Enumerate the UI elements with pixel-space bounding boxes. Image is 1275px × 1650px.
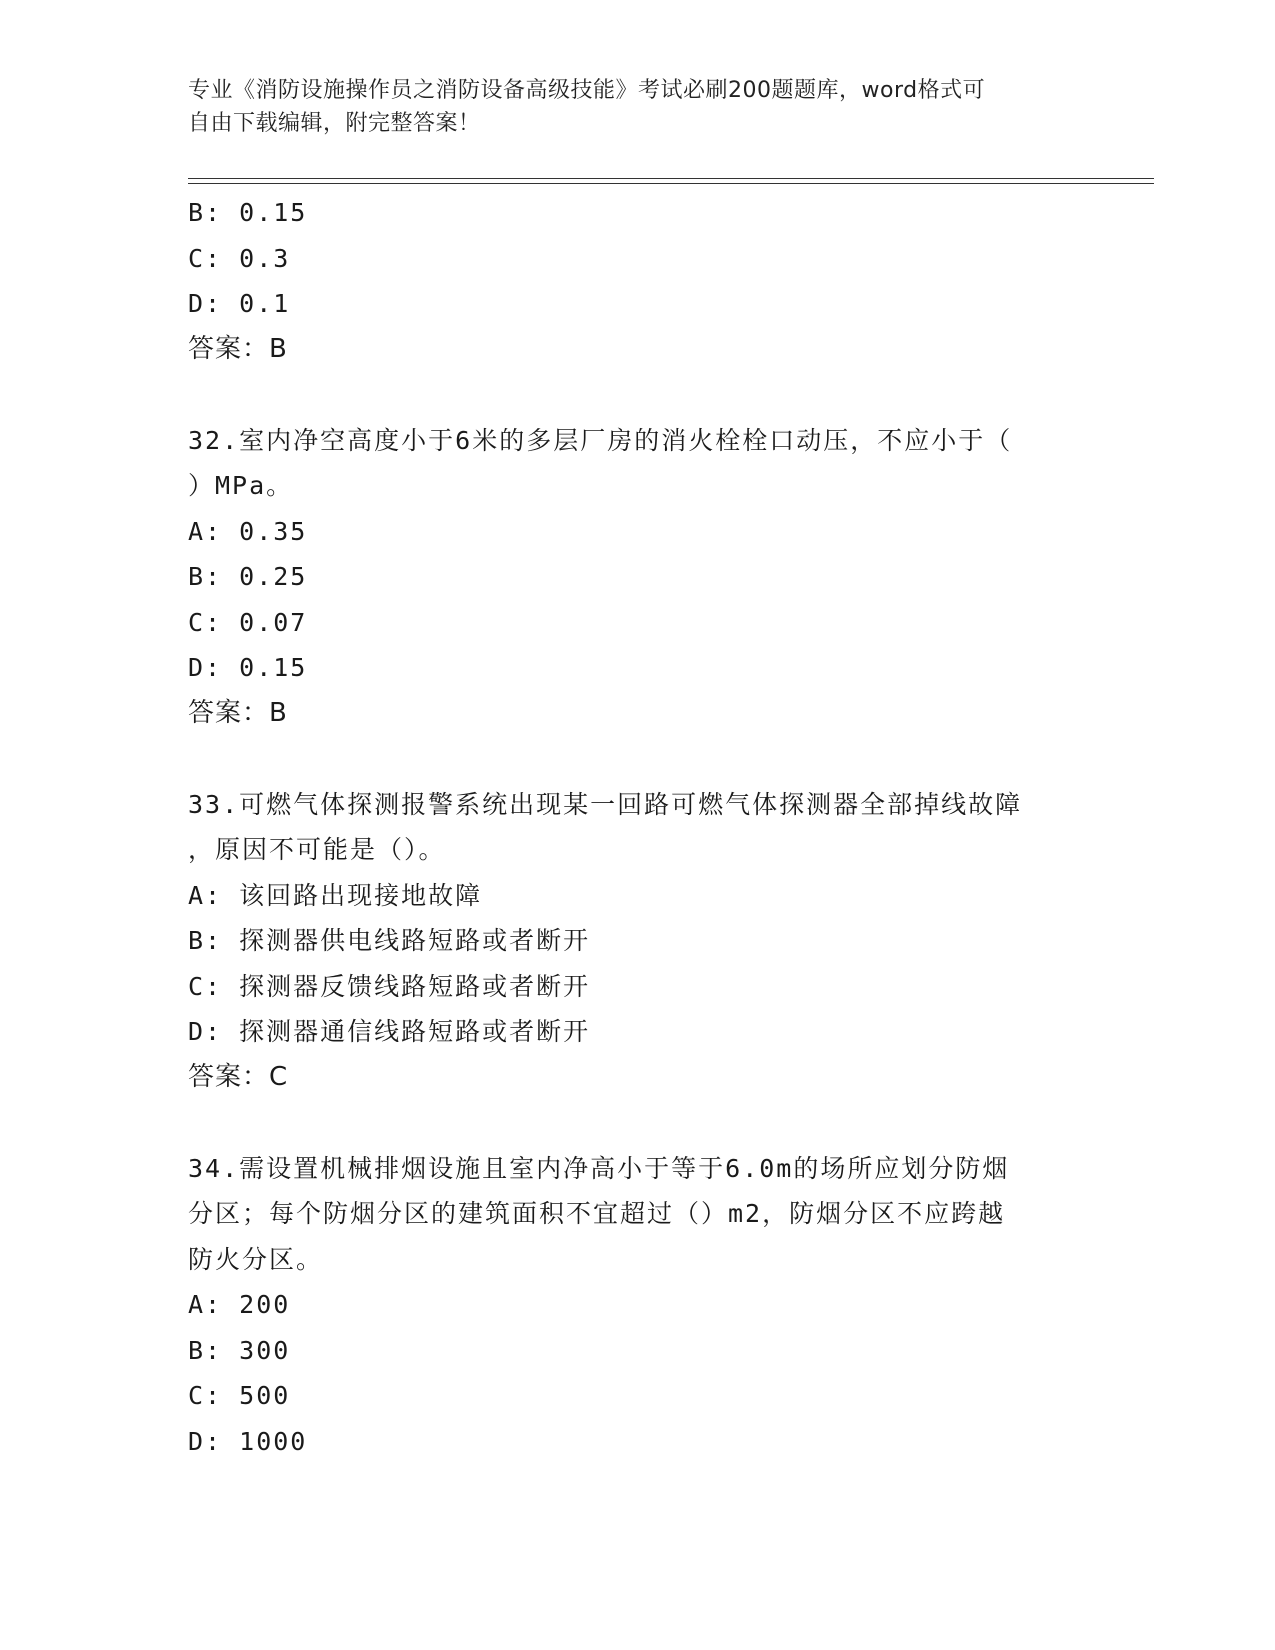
answer: 答案：B [188, 697, 288, 728]
question-stem-cont: 分区；每个防烟分区的建筑面积不宜超过（）m2，防烟分区不应跨越 [188, 1199, 1006, 1228]
option-c: C: 探测器反馈线路短路或者断开 [188, 971, 591, 1001]
question-stem: 33.可燃气体探测报警系统出现某一回路可燃气体探测器全部掉线故障 [188, 789, 1023, 819]
spacer [188, 736, 1088, 782]
header-divider-bottom [188, 183, 1154, 184]
question-32 [188, 418, 1088, 737]
option-b: B: 0.15 [188, 198, 308, 227]
answer: 答案：C [188, 1061, 289, 1092]
question-33 [188, 782, 1088, 1101]
document-header [188, 74, 1068, 140]
question-stem-cont: ，原因不可能是（）。 [188, 835, 446, 864]
question-stem: 34.需设置机械排烟设施且室内净高小于等于6.0m的场所应划分防烟 [188, 1153, 1010, 1183]
answer: 答案：B [188, 333, 288, 364]
option-a: A: 200 [188, 1290, 291, 1319]
question-31-tail [188, 190, 1088, 372]
option-b: B: 0.25 [188, 562, 308, 591]
option-c: C: 0.3 [188, 243, 291, 273]
header-divider-top [188, 178, 1154, 179]
option-a: A: 0.35 [188, 516, 308, 546]
header-line-1: 专业《消防设施操作员之消防设备高级技能》考试必刷200题题库，word格式可 [188, 78, 986, 103]
option-d: D: 0.1 [188, 289, 291, 318]
option-b: B: 300 [188, 1335, 291, 1365]
option-c: C: 0.07 [188, 607, 308, 637]
spacer [188, 1100, 1088, 1146]
question-stem: 32.室内净空高度小于6米的多层厂房的消火栓栓口动压，不应小于（ [188, 425, 1013, 455]
question-stem-cont: ）MPa。 [188, 471, 294, 500]
question-34 [188, 1146, 1088, 1465]
option-d: D: 探测器通信线路短路或者断开 [188, 1017, 591, 1046]
question-stem-cont: 防火分区。 [188, 1244, 324, 1274]
option-b: B: 探测器供电线路短路或者断开 [188, 926, 591, 955]
option-d: D: 0.15 [188, 653, 308, 682]
header-line-2: 自由下载编辑，附完整答案！ [188, 111, 481, 136]
spacer [188, 372, 1088, 418]
question-list [188, 190, 1088, 1464]
option-c: C: 500 [188, 1381, 291, 1410]
option-d: D: 1000 [188, 1426, 308, 1456]
option-a: A: 该回路出现接地故障 [188, 880, 483, 910]
